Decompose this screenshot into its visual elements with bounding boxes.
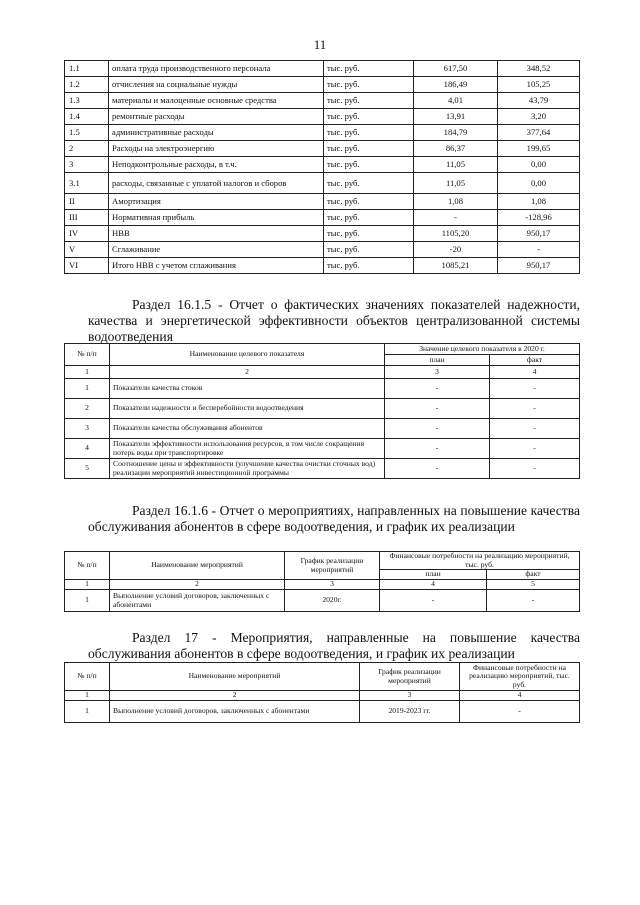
- row-num: 4: [65, 439, 110, 459]
- row-name: Выполнение условий договоров, заключенных с абонентами: [110, 590, 285, 612]
- col-name-header: Наименование мероприятий: [110, 663, 360, 691]
- row-plan: -: [385, 399, 490, 419]
- row-name: ремонтные расходы: [109, 109, 324, 125]
- row-name: Показатели качества стоков: [110, 379, 385, 399]
- row-value-2: -128,96: [498, 210, 580, 226]
- row-schedule: 2019-2023 гг.: [360, 701, 460, 723]
- row-value-2: 950,17: [498, 258, 580, 274]
- table-row: [65, 226, 580, 242]
- row-unit: тыс. руб.: [324, 93, 414, 109]
- row-unit: тыс. руб.: [324, 173, 414, 194]
- cost-table: [64, 60, 580, 274]
- row-num: 3: [65, 419, 110, 439]
- col-schedule-header: График реализации мероприятий: [360, 663, 460, 691]
- column-number: 1: [65, 580, 110, 590]
- row-unit: тыс. руб.: [324, 77, 414, 93]
- row-value-1: 4,01: [414, 93, 498, 109]
- table-row: [65, 125, 580, 141]
- table-row: [65, 173, 580, 194]
- row-name: Соотношение цены и эффективности (улучшение качества очистки сточных вод) реализации мероприятий инвестиционной программы: [110, 459, 385, 479]
- column-number: 1: [65, 691, 110, 701]
- row-plan: -: [380, 590, 487, 612]
- column-number: 1: [65, 366, 110, 379]
- row-name: НВВ: [109, 226, 324, 242]
- row-fact: -: [490, 399, 580, 419]
- row-plan: -: [385, 439, 490, 459]
- row-name: оплата труда производственного персонала: [109, 61, 324, 77]
- row-code: VI: [65, 258, 109, 274]
- row-schedule: 2020г.: [285, 590, 380, 612]
- row-name: отчисления на социальные нужды: [109, 77, 324, 93]
- col-schedule-header: График реализации мероприятий: [285, 552, 380, 580]
- row-value-1: 1085,21: [414, 258, 498, 274]
- table-row: [65, 242, 580, 258]
- row-value-1: 13,91: [414, 109, 498, 125]
- table-row: [65, 141, 580, 157]
- row-value-1: 86,37: [414, 141, 498, 157]
- column-number: 3: [385, 366, 490, 379]
- row-name: Нормативная прибыль: [109, 210, 324, 226]
- row-fact: -: [490, 379, 580, 399]
- table-row: [65, 399, 580, 419]
- row-plan: -: [385, 419, 490, 439]
- col-num-header: № п/п: [65, 663, 110, 691]
- row-fact: -: [487, 590, 580, 612]
- row-value-2: 43,79: [498, 93, 580, 109]
- col-name-header: Наименование мероприятий: [110, 552, 285, 580]
- col-plan-header: план: [385, 355, 490, 366]
- row-value-2: 199,65: [498, 141, 580, 157]
- row-unit: тыс. руб.: [324, 226, 414, 242]
- row-num: 1: [65, 701, 110, 723]
- row-unit: тыс. руб.: [324, 109, 414, 125]
- row-value-2: 1,08: [498, 194, 580, 210]
- column-number: 2: [110, 366, 385, 379]
- row-code: 2: [65, 141, 109, 157]
- row-num: 5: [65, 459, 110, 479]
- row-unit: тыс. руб.: [324, 141, 414, 157]
- row-code: 3: [65, 157, 109, 173]
- row-fact: -: [490, 439, 580, 459]
- measures-schedule-table: [64, 662, 580, 723]
- col-plan-header: план: [380, 570, 487, 580]
- row-value-2: 0,00: [498, 157, 580, 173]
- row-value-1: 1,08: [414, 194, 498, 210]
- row-value-1: -20: [414, 242, 498, 258]
- table-row: [65, 459, 580, 479]
- measures-table: [64, 551, 580, 612]
- row-code: 1.1: [65, 61, 109, 77]
- row-code: 1.4: [65, 109, 109, 125]
- table-row: [65, 210, 580, 226]
- row-name: Показатели надежности и бесперебойности водоотведения: [110, 399, 385, 419]
- row-name: материалы и малоценные основные средства: [109, 93, 324, 109]
- table-row: [65, 61, 580, 77]
- row-unit: тыс. руб.: [324, 125, 414, 141]
- section-17-heading: Раздел 17 - Мероприятия, направленные на повышение качества обслуживания абонентов в сфере водоотведения, и график их реализации: [88, 630, 580, 661]
- col-value-group-header: Значение целевого показателя в 2020 г.: [385, 344, 580, 355]
- row-value-1: 11,05: [414, 173, 498, 194]
- row-code: V: [65, 242, 109, 258]
- section-1616-heading: Раздел 16.1.6 - Отчет о мероприятиях, направленных на повышение качества обслуживания абонентов в сфере водоотведения, и график их реализации: [88, 503, 580, 534]
- table-row: [65, 379, 580, 399]
- row-value-2: 3,20: [498, 109, 580, 125]
- column-number: 5: [487, 580, 580, 590]
- row-value-2: 0,00: [498, 173, 580, 194]
- row-name: Выполнение условий договоров, заключенных с абонентами: [110, 701, 360, 723]
- col-name-header: Наименование целевого показателя: [110, 344, 385, 366]
- column-number: 2: [110, 580, 285, 590]
- row-unit: тыс. руб.: [324, 194, 414, 210]
- row-fact: -: [490, 419, 580, 439]
- row-unit: тыс. руб.: [324, 61, 414, 77]
- col-finance-header: Финансовые потребности на реализацию мероприятий, тыс. руб.: [380, 552, 580, 570]
- row-name: расходы, связанные с уплатой налогов и сборов: [109, 173, 324, 194]
- row-unit: тыс. руб.: [324, 157, 414, 173]
- row-value-2: 950,17: [498, 226, 580, 242]
- row-code: II: [65, 194, 109, 210]
- column-number: 4: [490, 366, 580, 379]
- row-finance: -: [460, 701, 580, 723]
- row-unit: тыс. руб.: [324, 210, 414, 226]
- row-value-1: 617,50: [414, 61, 498, 77]
- row-code: IV: [65, 226, 109, 242]
- row-plan: -: [385, 379, 490, 399]
- section-1615-heading: Раздел 16.1.5 - Отчет о фактических значениях показателей надежности, качества и энергетической эффективности объектов централизованной системы водоотведения: [88, 297, 580, 344]
- row-name: Сглаживание: [109, 242, 324, 258]
- row-name: Показатели качества обслуживания абонентов: [110, 419, 385, 439]
- column-number: 4: [460, 691, 580, 701]
- row-name: Показатели эффективности использования ресурсов, в том числе сокращения потерь воды при транспортировке: [110, 439, 385, 459]
- row-unit: тыс. руб.: [324, 242, 414, 258]
- column-number: 3: [360, 691, 460, 701]
- table-row: [65, 258, 580, 274]
- column-number: 4: [380, 580, 487, 590]
- column-number: 2: [110, 691, 360, 701]
- table-row: [65, 419, 580, 439]
- table-row: [65, 439, 580, 459]
- row-name: административные расходы: [109, 125, 324, 141]
- table-row: [65, 194, 580, 210]
- row-code: III: [65, 210, 109, 226]
- col-fact-header: факт: [487, 570, 580, 580]
- row-name: Итого НВВ с учетом сглаживания: [109, 258, 324, 274]
- row-value-1: 1105,20: [414, 226, 498, 242]
- table-row: [65, 93, 580, 109]
- row-value-2: 348,52: [498, 61, 580, 77]
- row-value-1: -: [414, 210, 498, 226]
- indicators-table: [64, 343, 580, 479]
- row-code: 1.3: [65, 93, 109, 109]
- row-value-2: 377,64: [498, 125, 580, 141]
- row-num: 1: [65, 379, 110, 399]
- row-value-1: 186,49: [414, 77, 498, 93]
- page-number: 11: [313, 37, 327, 52]
- col-num-header: № п/п: [65, 344, 110, 366]
- row-code: 1.5: [65, 125, 109, 141]
- row-code: 3.1: [65, 173, 109, 194]
- col-num-header: № п/п: [65, 552, 110, 580]
- table-row: [65, 109, 580, 125]
- row-name: Неподконтрольные расходы, в т.ч.: [109, 157, 324, 173]
- row-code: 1.2: [65, 77, 109, 93]
- table-row: [65, 701, 580, 723]
- row-name: Амортизация: [109, 194, 324, 210]
- row-plan: -: [385, 459, 490, 479]
- row-value-2: 105,25: [498, 77, 580, 93]
- row-name: Расходы на электроэнергию: [109, 141, 324, 157]
- row-num: 1: [65, 590, 110, 612]
- row-value-1: 184,79: [414, 125, 498, 141]
- row-value-1: 11,05: [414, 157, 498, 173]
- table-row: [65, 77, 580, 93]
- row-fact: -: [490, 459, 580, 479]
- column-number: 3: [285, 580, 380, 590]
- row-unit: тыс. руб.: [324, 258, 414, 274]
- col-finance-header: Финансовые потребности на реализацию мероприятий, тыс. руб.: [460, 663, 580, 691]
- table-row: [65, 157, 580, 173]
- table-row: [65, 590, 580, 612]
- col-fact-header: факт: [490, 355, 580, 366]
- row-value-2: -: [498, 242, 580, 258]
- row-num: 2: [65, 399, 110, 419]
